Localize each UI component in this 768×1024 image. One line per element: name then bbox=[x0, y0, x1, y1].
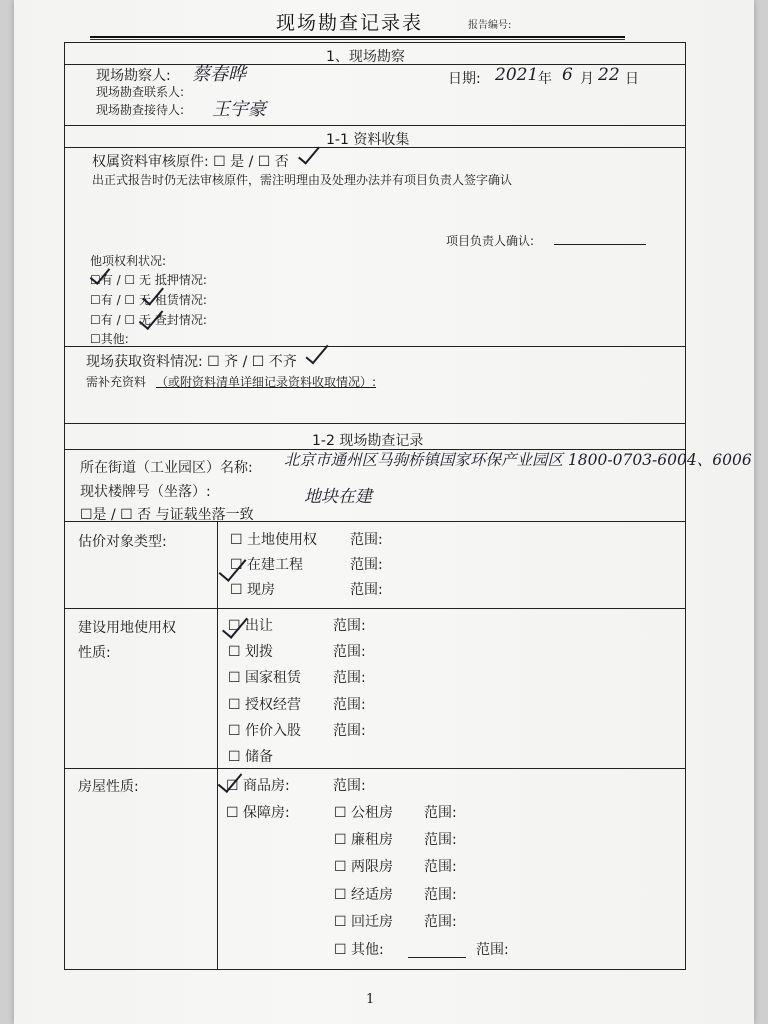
range-label-authorized: 范围: bbox=[333, 697, 366, 713]
land-use-transfer: ☐ 出让 bbox=[228, 618, 274, 634]
rule-above-sec1-2 bbox=[64, 423, 686, 424]
affordable-low-rent: ☐ 廉租房 bbox=[334, 832, 394, 848]
other-rights-label: 他项权利状况: bbox=[90, 254, 167, 268]
surveyor-signature: 蔡春晔 bbox=[192, 64, 246, 85]
range-label-relocation: 范围: bbox=[424, 914, 457, 930]
object-type-land: ☐ 土地使用权 bbox=[230, 532, 318, 548]
rights-mortgage: ☐有 / ☐ 无 抵押情况: bbox=[90, 273, 207, 287]
range-label-economic: 范围: bbox=[424, 887, 457, 903]
page-number: 1 bbox=[366, 992, 375, 1007]
range-label-transfer: 范围: bbox=[333, 618, 366, 634]
range-label-public-rental: 范围: bbox=[424, 805, 457, 821]
range-label-commercial: 范围: bbox=[333, 778, 366, 794]
range-label-equity: 范围: bbox=[333, 723, 366, 739]
object-type-label: 估价对象类型: bbox=[78, 534, 167, 550]
date-month-unit: 月 bbox=[580, 71, 594, 87]
house-commercial: ☐ 商品房: bbox=[226, 778, 290, 794]
consistency-label: ☐是 / ☐ 否 与证载坐落一致 bbox=[80, 507, 254, 523]
object-type-construction: ☐ 在建工程 bbox=[230, 557, 304, 573]
supplement-note: （或附资料清单详细记录资料收取情况）: bbox=[156, 375, 377, 389]
land-use-reserve: ☐ 储备 bbox=[228, 749, 274, 765]
title-rule-thin bbox=[90, 39, 625, 40]
affordable-economic: ☐ 经适房 bbox=[334, 887, 394, 903]
sec1-heading: 1、现场勘察 bbox=[326, 49, 405, 65]
date-label: 日期: bbox=[448, 71, 481, 87]
house-affordable: ☐ 保障房: bbox=[226, 805, 290, 821]
affordable-other-blank bbox=[408, 957, 466, 958]
building-label: 现状楼牌号（坐落）: bbox=[80, 484, 211, 500]
range-label-land: 范围: bbox=[350, 532, 383, 548]
range-label-other: 范围: bbox=[476, 942, 509, 958]
house-nature-label: 房屋性质: bbox=[78, 779, 139, 795]
date-month: 6 bbox=[562, 65, 573, 85]
rule-above-sec1-1 bbox=[64, 125, 686, 126]
receiver-signature: 王宇豪 bbox=[212, 99, 266, 120]
date-year-unit: 年 bbox=[538, 71, 552, 87]
pm-confirm-label: 项目负责人确认: bbox=[446, 234, 535, 248]
rights-seizure: ☐有 / ☐ 无 查封情况: bbox=[90, 313, 207, 327]
land-use-authorized: ☐ 授权经营 bbox=[228, 697, 302, 713]
pm-confirm-blank bbox=[554, 244, 646, 245]
land-use-state-lease: ☐ 国家租赁 bbox=[228, 670, 302, 686]
land-use-label-2: 性质: bbox=[78, 645, 111, 661]
report-number-label: 报告编号: bbox=[468, 20, 512, 31]
supplement-label: 需补充资料 bbox=[86, 375, 147, 389]
range-label-price-limited: 范围: bbox=[424, 859, 457, 875]
street-label: 所在街道（工业园区）名称: bbox=[80, 460, 253, 476]
land-use-allocation: ☐ 划拨 bbox=[228, 644, 274, 660]
page-title: 现场勘查记录表 bbox=[276, 12, 424, 34]
rule-above-land-use bbox=[64, 608, 686, 609]
receiver-label: 现场勘查接待人: bbox=[96, 103, 185, 117]
surveyor-label: 现场勘察人: bbox=[96, 68, 171, 84]
affordable-relocation: ☐ 回迁房 bbox=[334, 914, 394, 930]
column-divider bbox=[217, 521, 218, 970]
rights-lease: ☐有 / ☐ 无 租赁情况: bbox=[90, 293, 207, 307]
range-label-low-rent: 范围: bbox=[424, 832, 457, 848]
onsite-materials-label: 现场获取资料情况: ☐ 齐 / ☐ 不齐 bbox=[86, 354, 297, 370]
sec1-1-heading: 1-1 资料收集 bbox=[326, 132, 410, 148]
range-label-allocation: 范围: bbox=[333, 644, 366, 660]
land-use-label-1: 建设用地使用权 bbox=[78, 620, 176, 636]
affordable-other: ☐ 其他: bbox=[334, 942, 384, 958]
review-original-label: 权属资料审核原件: ☐ 是 / ☐ 否 bbox=[92, 154, 289, 170]
range-label-existing: 范围: bbox=[350, 582, 383, 598]
range-label-state-lease: 范围: bbox=[333, 670, 366, 686]
land-use-equity: ☐ 作价入股 bbox=[228, 723, 302, 739]
date-year: 2021 bbox=[495, 65, 539, 85]
title-rule bbox=[90, 36, 625, 38]
rule-above-house-nature bbox=[64, 768, 686, 769]
rule-above-onsite bbox=[64, 346, 686, 347]
contact-label: 现场勘查联系人: bbox=[96, 85, 185, 99]
affordable-price-limited: ☐ 两限房 bbox=[334, 859, 394, 875]
range-label-construction: 范围: bbox=[350, 557, 383, 573]
affordable-public-rental: ☐ 公租房 bbox=[334, 805, 394, 821]
rights-other: ☐其他: bbox=[90, 332, 129, 346]
review-note: 出正式报告时仍无法审核原件，需注明理由及处理办法并有项目负责人签字确认 bbox=[92, 173, 513, 187]
building-value: 地块在建 bbox=[304, 487, 372, 507]
object-type-existing: ☐ 现房 bbox=[230, 582, 276, 598]
date-day: 22 bbox=[598, 65, 620, 85]
street-value: 北京市通州区马驹桥镇国家环保产业园区 1800-0703-6004、6006 bbox=[284, 451, 752, 469]
sec1-2-heading: 1-2 现场勘查记录 bbox=[312, 433, 424, 449]
date-day-unit: 日 bbox=[625, 71, 639, 87]
